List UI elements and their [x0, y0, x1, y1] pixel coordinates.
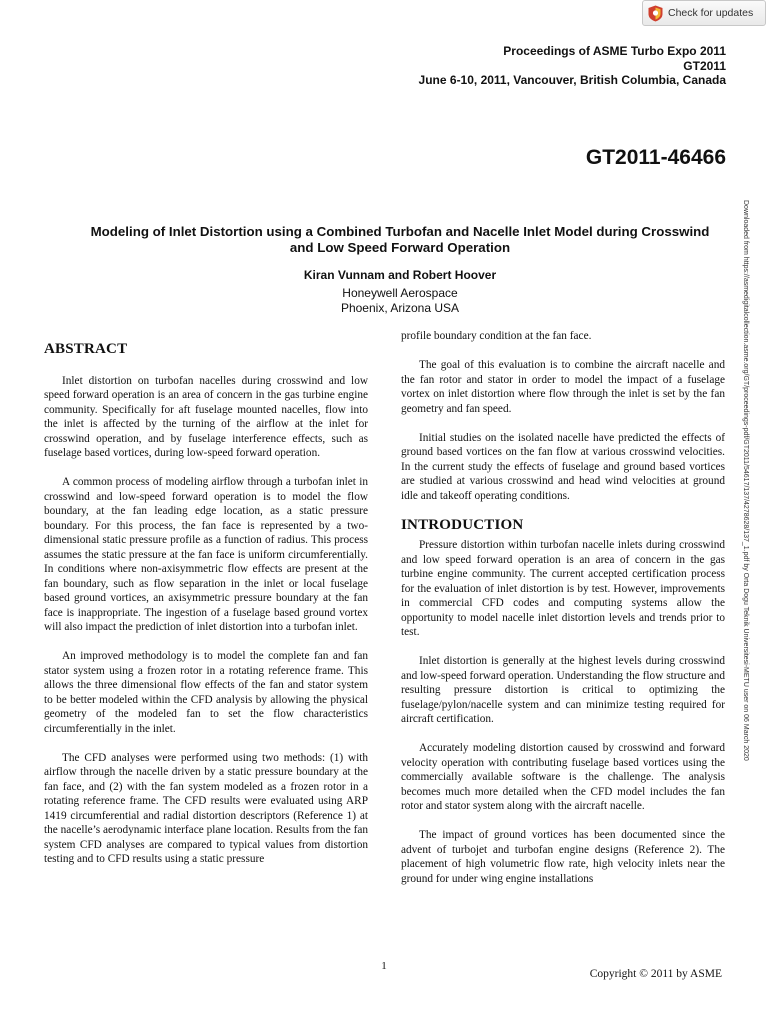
introduction-heading: INTRODUCTION [401, 516, 524, 533]
abstract-paragraph: The goal of this evaluation is to combine the aircraft nacelle and the fan rotor and stator in order to model the impact of a fuselage vortex on inlet distortion where flow through the inlet is set by the fan geometry and fan speed. [401, 359, 725, 415]
introduction-paragraph: The impact of ground vortices has been documented since the advent of turbojet and turbofan engine designs (Reference 2). The placement of high volumetric flow rate, high velocity inlets near the ground for under wing engine installations [401, 829, 725, 885]
check-for-updates-label: Check for updates [668, 7, 754, 19]
download-note: Downloaded from https://asmedigitalcollection.asme.org/GT/proceedings-pdf/GT2011/54617/137/4278628/137_1.pdf by Orta Dogu Teknik Universitesi-METU user on 06 March 2020 [742, 200, 749, 761]
right-column [401, 329, 725, 901]
check-for-updates-button[interactable] [642, 0, 766, 26]
conference-code: GT2011 [683, 58, 726, 73]
crossmark-icon [648, 5, 663, 22]
abstract-paragraph: A common process of modeling airflow through a turbofan inlet in crosswind and low-speed forward operation is to model the flow boundary, at the fan leading edge location, as a static pressure boundary. For this process, the fan face is represented by a two-dimensional static pressure profile as a function of radius. This process assumes the static pressure at the fan face is uniform circumferentially. In conditions where non-axisymmetric flow effects are present at the fan boundary, such as flow separation in the inlet or local fuselage based ground vortices, an axisymmetric pressure boundary at the fan face is inappropriate. The ingestion of a fuselage based ground vortex will also impact the prediction of inlet distortion into a turbofan inlet. [44, 476, 368, 633]
introduction-paragraph: Pressure distortion within turbofan nacelle inlets during crosswind and low speed forward operation is an area of concern in the gas turbine engine community. The current accepted certification process for the evaluation of inlet distortion is by test. However, improvements in commercial CFD codes and computing systems allow the opportunity to model nacelle inlet distortion levels and trends prior to test. [401, 539, 725, 638]
copyright-notice: Copyright © 2011 by ASME [589, 968, 722, 980]
abstract-paragraph: Initial studies on the isolated nacelle have predicted the effects of ground based vortices on the fan flow at various crosswind velocities. In the current study the effects of fuselage and ground based vortices are studied at various crosswind and head wind velocities at ground idle and takeoff operating conditions. [401, 431, 725, 502]
left-column [44, 342, 368, 881]
proceedings-header [419, 44, 726, 88]
introduction-paragraph: Accurately modeling distortion caused by crosswind and forward velocity operation with contributing fuselage based vortices using the commercially available software is the challenge. The analysis becomes much more detailed when the CFD model includes the fan rotor and stator system along with the aircraft nacelle. [401, 742, 725, 812]
paper-title [60, 224, 740, 256]
proceedings-line: Proceedings of ASME Turbo Expo 2011 [503, 44, 726, 58]
affiliation-location: Phoenix, Arizona USA [340, 301, 460, 315]
paper-title-line: Modeling of Inlet Distortion using a Combined Turbofan and Nacelle Inlet Model during Crosswind [90, 224, 710, 239]
authors: Kiran Vunnam and Robert Hoover [303, 268, 497, 282]
paper-title-line: and Low Speed Forward Operation [289, 240, 511, 255]
abstract-continuation: profile boundary condition at the fan face. [401, 330, 592, 342]
paper-id: GT2011-46466 [585, 146, 726, 169]
affiliation-company: Honeywell Aerospace [342, 286, 458, 300]
abstract-paragraph: Inlet distortion on turbofan nacelles during crosswind and low speed forward operation is an area of concern in the gas turbine engine community. Specifically for aft fuselage mounted nacelles, flow into the inlet is affected by the turning of the airflow at the inlet for crosswind operation, and by fuselage interference effects, such as fuselage based vortices, during low-speed forward operation. [44, 374, 368, 459]
affiliation [60, 286, 740, 316]
page-number: 1 [381, 960, 387, 972]
abstract-paragraph: An improved methodology is to model the complete fan and fan stator system using a frozen rotor in a rotating reference frame. This allows the three dimensional flow effects of the fan and stator system to be better modeled within the CFD analysis by allowing the physical geometry of the modeled fan to set the flow characteristics circumferentially in the inlet. [44, 650, 368, 735]
abstract-paragraph: The CFD analyses were performed using two methods: (1) with airflow through the nacelle driven by a static pressure boundary at the fan face, and (2) with the fan system modeled as a frozen rotor in a rotating reference frame. The CFD results were evaluated using ARP 1419 circumferential and radial distortion descriptors (Reference 1) at the nacelle’s aerodynamic interface plane location. Results from the fan system CFD analyses are compared to typical values from distortion testing and to CFD results using a static pressure [44, 751, 368, 865]
abstract-heading: ABSTRACT [44, 341, 128, 357]
conference-dates: June 6-10, 2011, Vancouver, British Columbia, Canada [418, 73, 726, 87]
introduction-paragraph: Inlet distortion is generally at the highest levels during crosswind and low-speed forward operation. Understanding the flow structure and resulting pressure distortion is critical to optimizing the fuselage/pylon/nacelle system and can minimize testing required for aircraft certification. [401, 655, 725, 725]
